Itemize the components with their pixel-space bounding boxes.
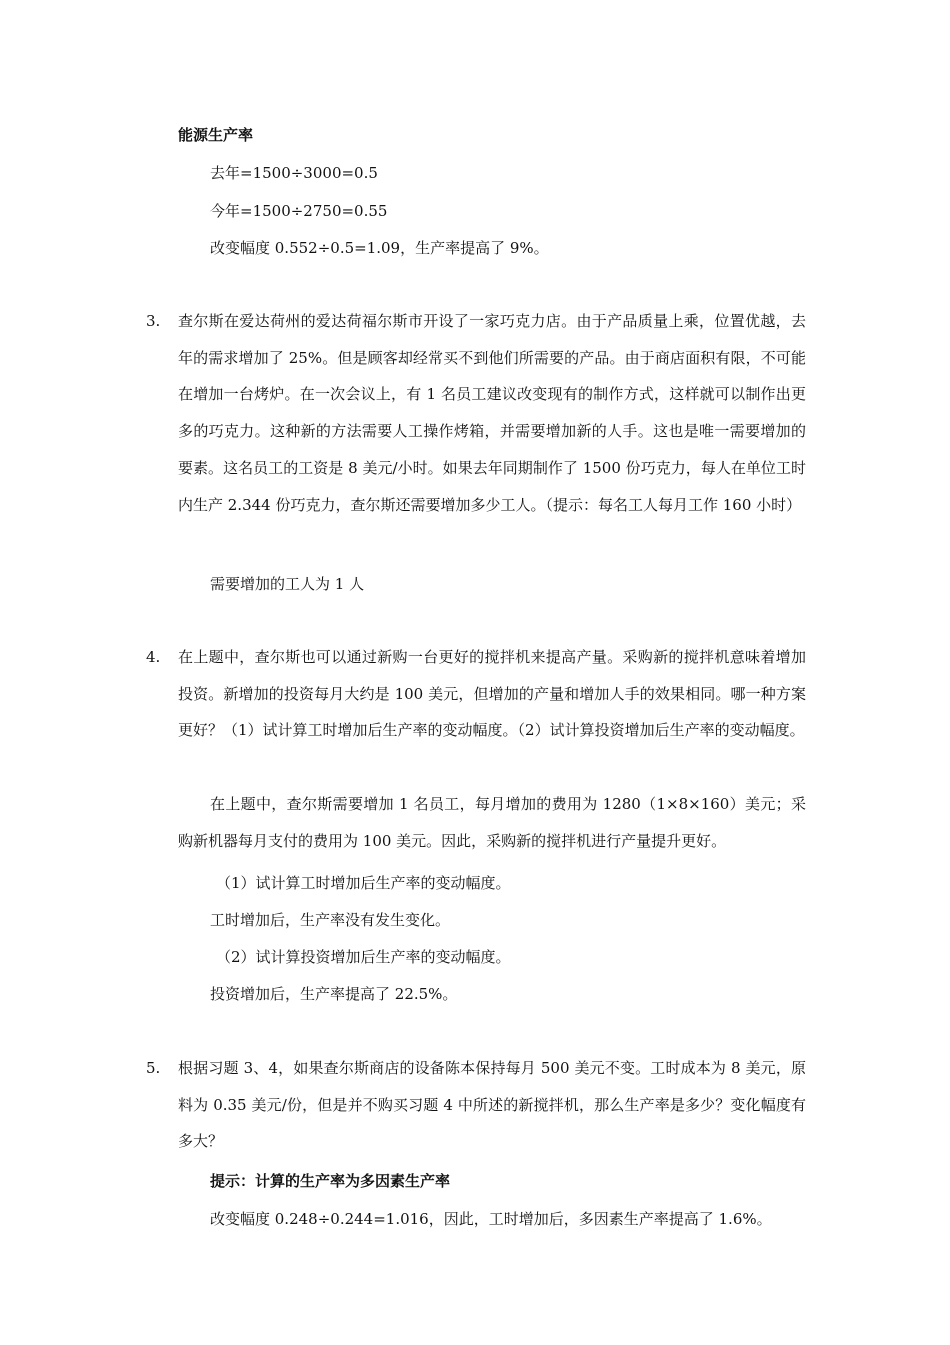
question-4-answer2: 投资增加后，生产率提高了 22.5%。 [210,985,458,1003]
question-4-number: 4. [146,648,161,666]
last-year-calc: 去年=1500÷3000=0.5 [210,164,378,182]
question-4-answer1: 工时增加后，生产率没有发生变化。 [210,911,451,929]
question-3-text: 查尔斯在爱达荷州的爱达荷福尔斯市开设了一家巧克力店。由于产品质量上乘，位置优越，去年的需求增加了 25%。但是顾客却经常买不到他们所需要的产品。由于商店面积有限，不可能在增加一台烤炉。在一次会议上，有 1 名员工建议改变现有的制作方式，这样就可以制作出更多的巧克力。这种新的方法需要人工操作烤箱，并需要增加新的人手。这也是唯一需要增加的要素。这名员工的工资是 8 美元/小时。如果去年同期制作了 1500 份巧克力，每人在单位工时内生产 2.344 份巧克力，查尔斯还需要增加多少工人。（提示：每名工人每月工作 160 小时） [178,312,806,514]
energy-productivity-heading: 能源生产率 [178,126,254,144]
question-5-text: 根据习题 3、4，如果查尔斯商店的设备陈本保持每月 500 美元不变。工时成本为 8 美元，原料为 0.35 美元/份，但是并不购买习题 4 中所述的新搅拌机，那么生产率是多少？变化幅度有多大？ [178,1059,806,1151]
energy-change-result: 改变幅度 0.552÷0.5=1.09，生产率提高了 9%。 [210,239,549,257]
question-4-text: 在上题中，查尔斯也可以通过新购一台更好的搅拌机来提高产量。采购新的搅拌机意味着增加投资。新增加的投资每月大约是 100 美元，但增加的产量和增加人手的效果相同。哪一种方案更好？（1）试计算工时增加后生产率的变动幅度。（2）试计算投资增加后生产率的变动幅度。 [178,648,806,740]
question-5-number: 5. [146,1059,161,1077]
question-4-answer: 在上题中，查尔斯需要增加 1 名员工，每月增加的费用为 1280（1×8×160）美元；采购新机器每月支付的费用为 100 美元。因此，采购新的搅拌机进行产量提升更好。 [178,795,806,850]
question-3-answer: 需要增加的工人为 1 人 [210,575,365,593]
question-5-hint: 提示：计算的生产率为多因素生产率 [210,1172,451,1190]
this-year-calc: 今年=1500÷2750=0.55 [210,202,388,220]
question-3-number: 3. [146,312,161,330]
question-4-sub1: （1）试计算工时增加后生产率的变动幅度。 [216,874,511,892]
question-4-sub2: （2）试计算投资增加后生产率的变动幅度。 [216,948,511,966]
question-5-answer: 改变幅度 0.248÷0.244=1.016，因此，工时增加后，多因素生产率提高了 1.6%。 [210,1210,772,1228]
